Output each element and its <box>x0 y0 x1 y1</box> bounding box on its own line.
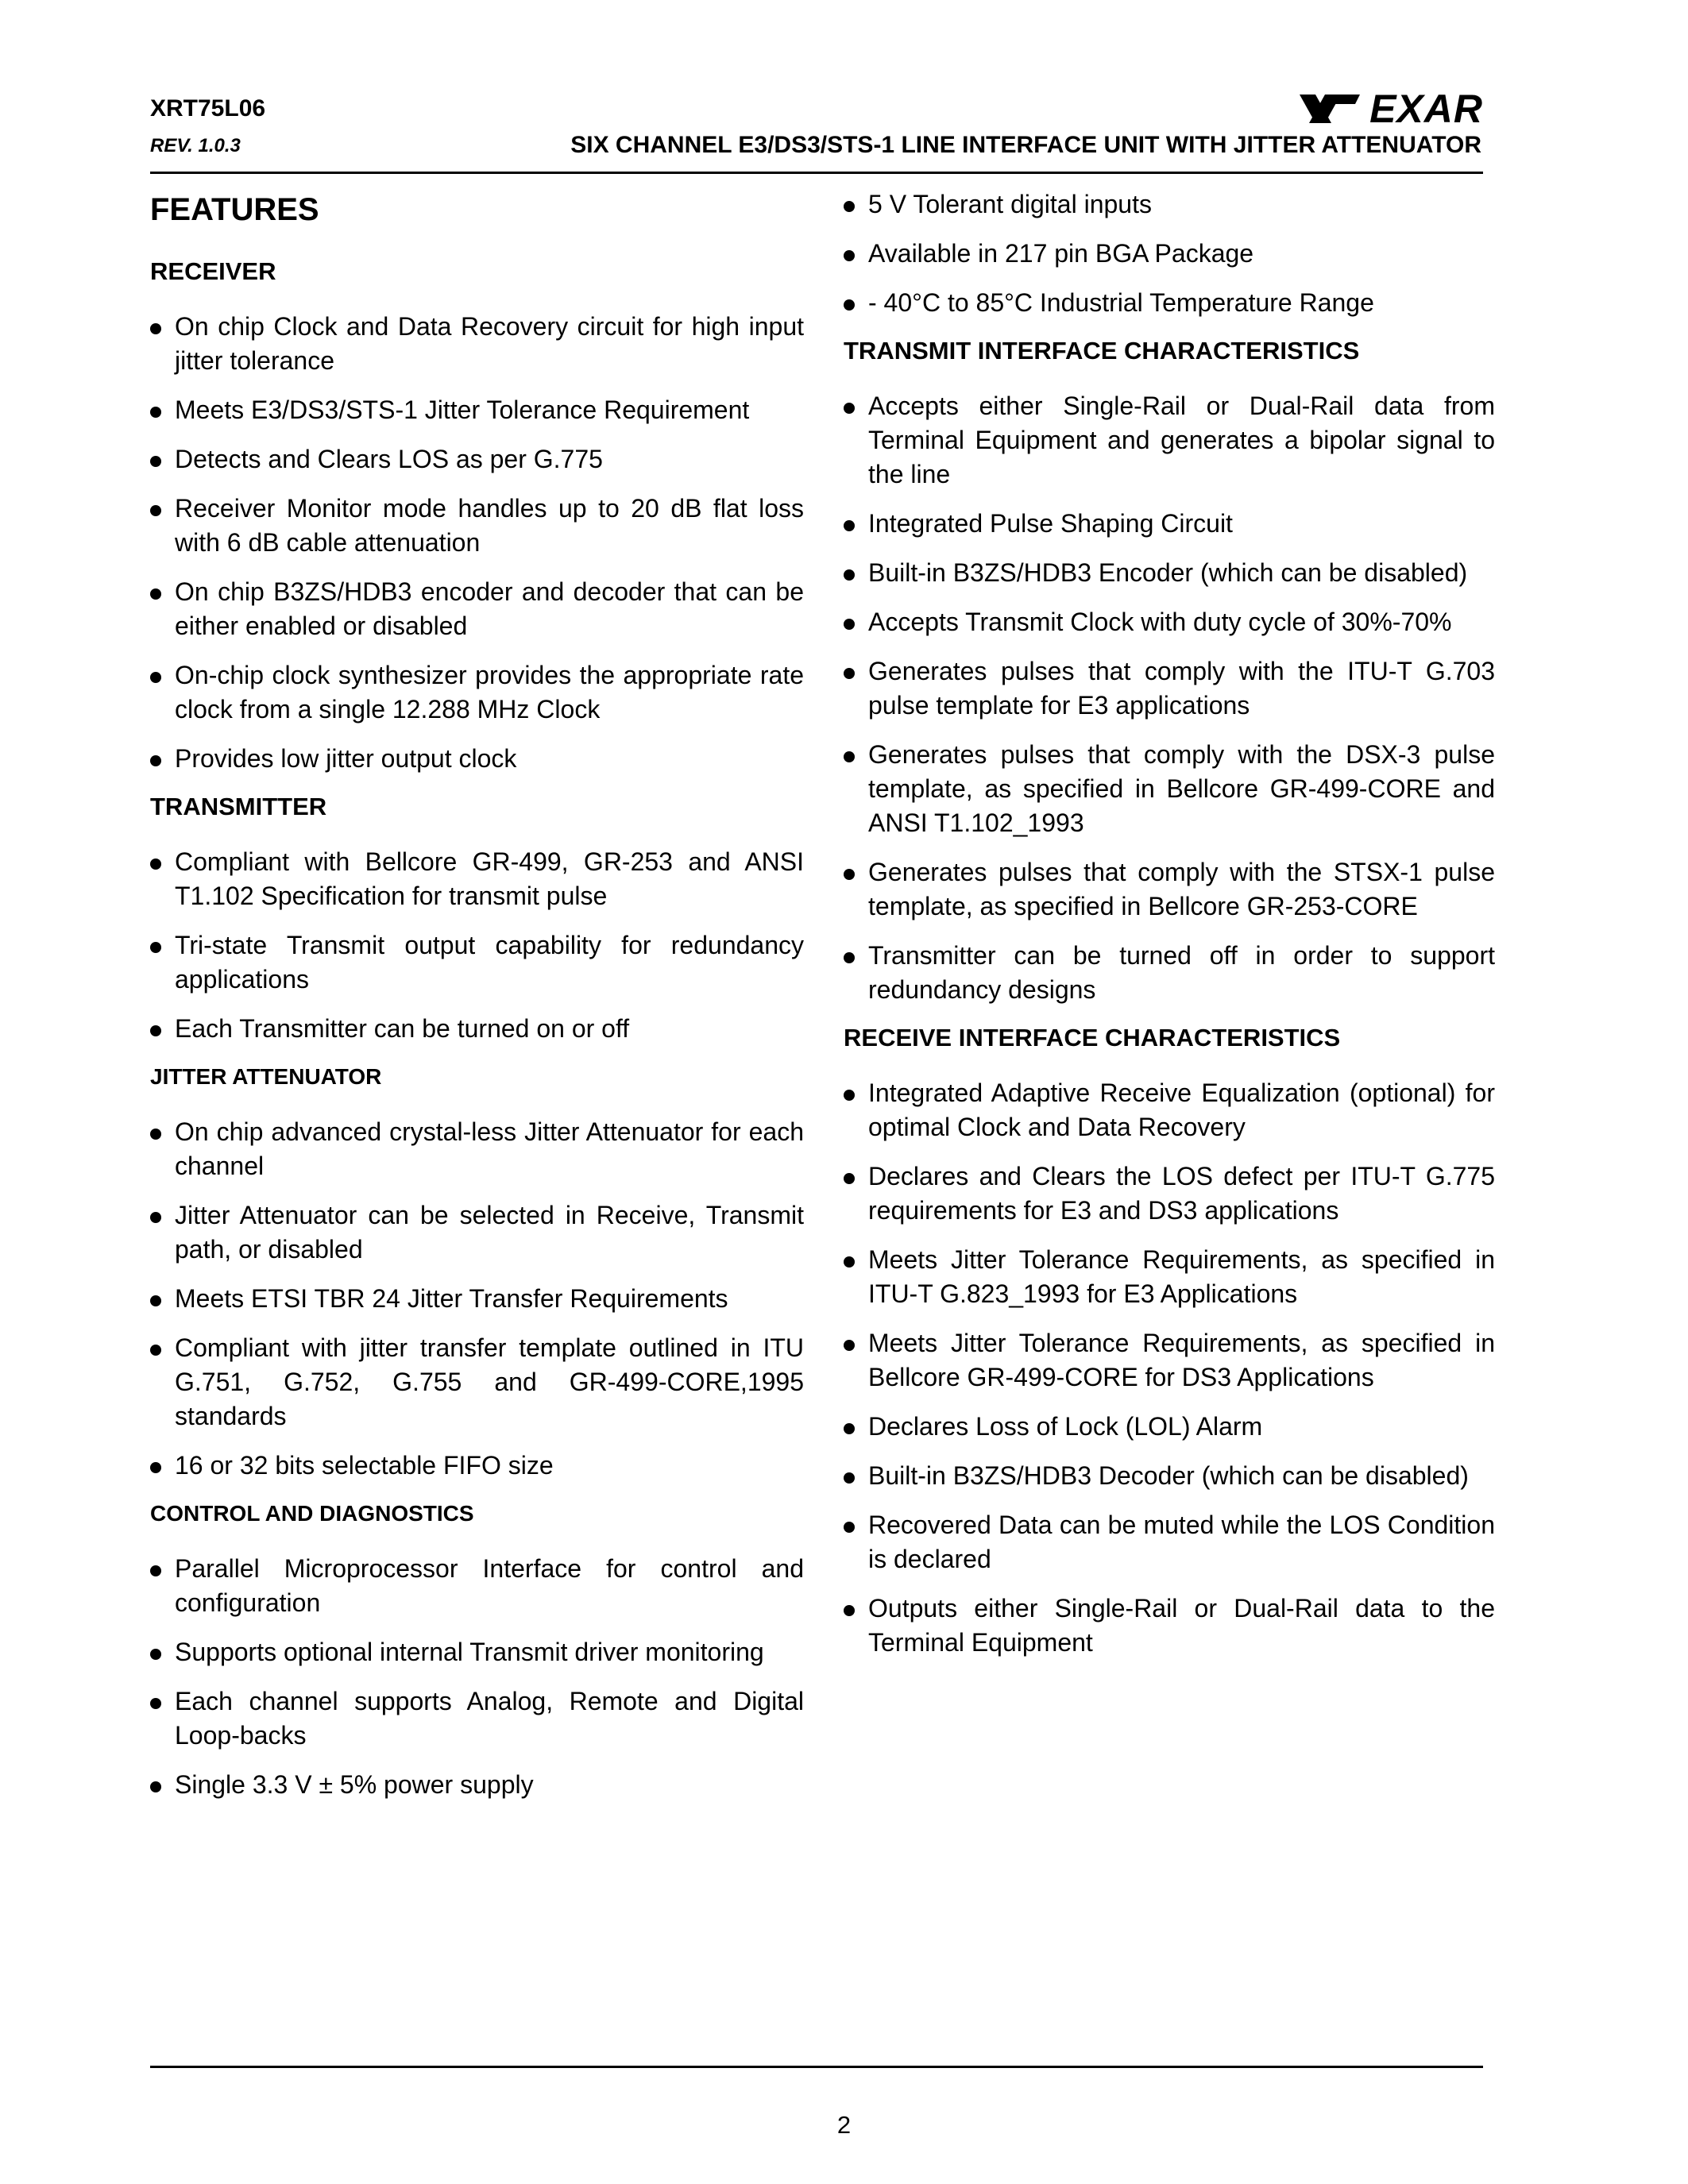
feature-item <box>150 658 804 727</box>
feature-text: Generates pulses that comply with the STSX-1 pulse template, as specified in Bellcore GR-253-CORE <box>868 858 1495 920</box>
bullet-icon <box>150 1129 161 1140</box>
feature-item <box>844 1160 1495 1228</box>
feature-text: On-chip clock synthesizer provides the appropriate rate clock from a single 12.288 MHz Clock <box>175 661 804 723</box>
feature-text: 5 V Tolerant digital inputs <box>868 190 1152 218</box>
bullet-icon <box>844 1173 855 1184</box>
feature-item <box>150 1282 804 1316</box>
feature-text: Meets Jitter Tolerance Requirements, as specified in ITU-T G.823_1993 for E3 Applications <box>868 1245 1495 1308</box>
bullet-icon <box>150 456 161 467</box>
jitter-attenuator-list <box>150 1115 804 1483</box>
feature-item <box>150 1115 804 1183</box>
bullet-icon <box>150 942 161 953</box>
feature-text: Built-in B3ZS/HDB3 Decoder (which can be disabled) <box>868 1461 1469 1490</box>
bullet-icon <box>844 1090 855 1101</box>
section-title-jitter-attenuator: JITTER ATTENUATOR <box>150 1064 382 1089</box>
feature-item <box>844 939 1495 1007</box>
section-title-transmit-interface: TRANSMIT INTERFACE CHARACTERISTICS <box>844 337 1360 365</box>
right-column <box>844 187 1495 1675</box>
bullet-icon <box>150 755 161 766</box>
section-title-receiver: RECEIVER <box>150 257 276 285</box>
exar-logo <box>1296 86 1483 132</box>
feature-text: On chip B3ZS/HDB3 encoder and decoder that can be either enabled or disabled <box>175 577 804 640</box>
bullet-icon <box>150 859 161 870</box>
bullet-icon <box>150 1025 161 1036</box>
feature-text: Meets E3/DS3/STS-1 Jitter Tolerance Requirement <box>175 396 750 424</box>
revision-label: REV. 1.0.3 <box>150 135 241 156</box>
exar-logo-icon <box>1296 93 1362 125</box>
feature-text: Declares Loss of Lock (LOL) Alarm <box>868 1412 1263 1441</box>
feature-item <box>844 286 1495 320</box>
feature-item <box>150 845 804 913</box>
bullet-icon <box>844 1605 855 1616</box>
feature-item <box>150 1012 804 1046</box>
document-title: SIX CHANNEL E3/DS3/STS-1 LINE INTERFACE UNIT WITH JITTER ATTENUATOR <box>570 132 1481 158</box>
transmitter-list <box>150 845 804 1046</box>
feature-text: - 40°C to 85°C Industrial Temperature Range <box>868 288 1374 317</box>
feature-text: Compliant with jitter transfer template outlined in ITU G.751, G.752, G.755 and GR-499-CORE,1995 standards <box>175 1333 804 1430</box>
bullet-icon <box>844 1522 855 1533</box>
feature-item <box>150 928 804 997</box>
bullet-icon <box>150 1295 161 1306</box>
bullet-icon <box>150 1698 161 1709</box>
bullet-icon <box>844 569 855 581</box>
feature-text: Integrated Pulse Shaping Circuit <box>868 509 1233 538</box>
feature-text: Jitter Attenuator can be selected in Receive, Transmit path, or disabled <box>175 1201 804 1264</box>
logo-text: EXAR <box>1369 87 1483 131</box>
feature-item <box>844 1410 1495 1444</box>
general-features-list <box>844 187 1495 320</box>
feature-text: Meets Jitter Tolerance Requirements, as specified in Bellcore GR-499-CORE for DS3 Applications <box>868 1329 1495 1391</box>
feature-text: On chip advanced crystal-less Jitter Attenuator for each channel <box>175 1117 804 1180</box>
feature-text: Accepts either Single-Rail or Dual-Rail data from Terminal Equipment and generates a bipolar signal to the line <box>868 392 1495 488</box>
bullet-icon <box>150 1212 161 1223</box>
feature-item <box>844 654 1495 723</box>
section-title-transmitter: TRANSMITTER <box>150 793 327 820</box>
feature-text: Tri-state Transmit output capability for redundancy applications <box>175 931 804 994</box>
receiver-list <box>150 310 804 776</box>
bullet-icon <box>844 201 855 212</box>
feature-text: Provides low jitter output clock <box>175 744 517 773</box>
feature-item <box>844 556 1495 590</box>
feature-text: On chip Clock and Data Recovery circuit for high input jitter tolerance <box>175 312 804 375</box>
feature-item <box>150 1331 804 1433</box>
feature-text: 16 or 32 bits selectable FIFO size <box>175 1451 554 1480</box>
feature-text: Outputs either Single-Rail or Dual-Rail data to the Terminal Equipment <box>868 1594 1495 1657</box>
feature-item <box>150 1768 804 1802</box>
section-title-receive-interface: RECEIVE INTERFACE CHARACTERISTICS <box>844 1024 1341 1051</box>
feature-text: Integrated Adaptive Receive Equalization (optional) for optimal Clock and Data Recovery <box>868 1078 1495 1141</box>
feature-text: Generates pulses that comply with the DSX-3 pulse template, as specified in Bellcore GR-499-CORE and ANSI T1.102_1993 <box>868 740 1495 837</box>
bullet-icon <box>844 952 855 963</box>
bullet-icon <box>844 869 855 880</box>
bullet-icon <box>150 672 161 683</box>
feature-text: Each Transmitter can be turned on or off <box>175 1014 630 1043</box>
feature-item <box>150 492 804 560</box>
left-column <box>150 187 804 1817</box>
feature-item <box>844 1508 1495 1576</box>
feature-item <box>844 1592 1495 1660</box>
bullet-icon <box>150 1781 161 1792</box>
transmit-interface-list <box>844 389 1495 1007</box>
bullet-icon <box>844 1256 855 1268</box>
receive-interface-list <box>844 1076 1495 1660</box>
feature-text: Generates pulses that comply with the ITU-T G.703 pulse template for E3 applications <box>868 657 1495 720</box>
features-heading: FEATURES <box>150 192 319 227</box>
feature-item <box>844 738 1495 840</box>
bullet-icon <box>844 1423 855 1434</box>
bullet-icon <box>844 1340 855 1351</box>
feature-text: Single 3.3 V ± 5% power supply <box>175 1770 534 1799</box>
bullet-icon <box>150 1565 161 1576</box>
control-diagnostics-list <box>150 1552 804 1802</box>
bullet-icon <box>150 1345 161 1356</box>
feature-item <box>844 855 1495 924</box>
bullet-icon <box>150 505 161 516</box>
feature-item <box>844 389 1495 492</box>
feature-text: Each channel supports Analog, Remote and Digital Loop-backs <box>175 1687 804 1750</box>
bullet-icon <box>844 619 855 630</box>
feature-item <box>150 1552 804 1620</box>
feature-item <box>150 442 804 477</box>
footer-divider <box>150 2066 1483 2068</box>
feature-text: Compliant with Bellcore GR-499, GR-253 and ANSI T1.102 Specification for transmit pulse <box>175 847 804 910</box>
feature-item <box>150 310 804 378</box>
bullet-icon <box>844 520 855 531</box>
feature-item <box>150 1449 804 1483</box>
section-title-control-diagnostics: CONTROL AND DIAGNOSTICS <box>150 1501 474 1526</box>
feature-item <box>150 393 804 427</box>
feature-item <box>844 187 1495 222</box>
feature-item <box>150 575 804 643</box>
feature-text: Accepts Transmit Clock with duty cycle of 30%-70% <box>868 608 1452 636</box>
bullet-icon <box>844 751 855 762</box>
feature-item <box>150 1635 804 1669</box>
bullet-icon <box>844 250 855 261</box>
feature-item <box>150 742 804 776</box>
bullet-icon <box>150 407 161 418</box>
feature-text: Recovered Data can be muted while the LOS Condition is declared <box>868 1511 1495 1573</box>
bullet-icon <box>844 1472 855 1484</box>
feature-item <box>844 507 1495 541</box>
feature-text: Available in 217 pin BGA Package <box>868 239 1254 268</box>
bullet-icon <box>844 299 855 311</box>
header-divider <box>150 172 1483 174</box>
feature-item <box>844 1076 1495 1144</box>
feature-text: Detects and Clears LOS as per G.775 <box>175 445 603 473</box>
feature-item <box>844 605 1495 639</box>
feature-item <box>844 1243 1495 1311</box>
bullet-icon <box>150 1649 161 1660</box>
part-number: XRT75L06 <box>150 95 266 122</box>
bullet-icon <box>150 1462 161 1473</box>
bullet-icon <box>844 403 855 414</box>
feature-text: Built-in B3ZS/HDB3 Encoder (which can be disabled) <box>868 558 1468 587</box>
feature-item <box>844 1459 1495 1493</box>
feature-item <box>844 1326 1495 1395</box>
feature-item <box>150 1198 804 1267</box>
feature-text: Receiver Monitor mode handles up to 20 dB flat loss with 6 dB cable attenuation <box>175 494 804 557</box>
feature-text: Parallel Microprocessor Interface for control and configuration <box>175 1554 804 1617</box>
bullet-icon <box>844 668 855 679</box>
feature-text: Transmitter can be turned off in order to support redundancy designs <box>868 941 1495 1004</box>
feature-text: Meets ETSI TBR 24 Jitter Transfer Requirements <box>175 1284 728 1313</box>
bullet-icon <box>150 588 161 600</box>
feature-item <box>844 237 1495 271</box>
bullet-icon <box>150 323 161 334</box>
feature-text: Supports optional internal Transmit driver monitoring <box>175 1638 764 1666</box>
page-number: 2 <box>836 2111 852 2139</box>
feature-text: Declares and Clears the LOS defect per ITU-T G.775 requirements for E3 and DS3 applications <box>868 1162 1495 1225</box>
feature-item <box>150 1684 804 1753</box>
